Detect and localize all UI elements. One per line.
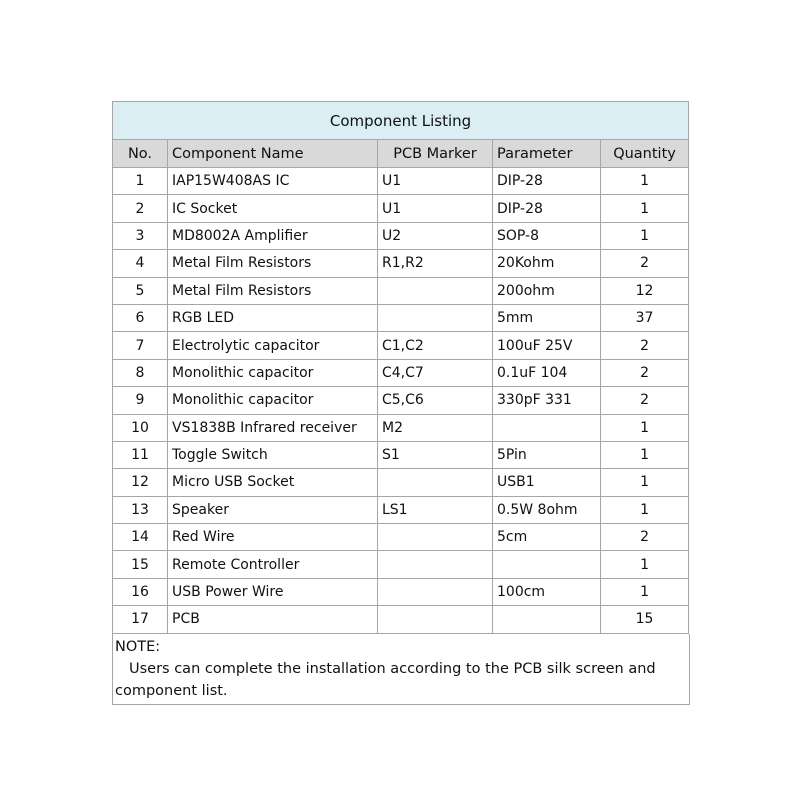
- cell-parameter: 5cm: [493, 524, 601, 551]
- cell-no: 5: [113, 277, 168, 304]
- cell-parameter: 0.5W 8ohm: [493, 496, 601, 523]
- cell-component-name: Metal Film Resistors: [168, 277, 378, 304]
- cell-pcb-marker: [378, 277, 493, 304]
- cell-component-name: Toggle Switch: [168, 441, 378, 468]
- cell-quantity: 1: [601, 551, 689, 578]
- table-row: [113, 387, 689, 414]
- cell-pcb-marker: LS1: [378, 496, 493, 523]
- cell-pcb-marker: [378, 469, 493, 496]
- table-row: [113, 250, 689, 277]
- cell-quantity: 37: [601, 304, 689, 331]
- cell-parameter: 0.1uF 104: [493, 359, 601, 386]
- column-header-quantity: Quantity: [601, 140, 689, 168]
- cell-no: 14: [113, 524, 168, 551]
- title-row: [113, 102, 689, 140]
- cell-component-name: Micro USB Socket: [168, 469, 378, 496]
- cell-no: 9: [113, 387, 168, 414]
- cell-quantity: 2: [601, 524, 689, 551]
- column-header-no: No.: [113, 140, 168, 168]
- cell-parameter: [493, 551, 601, 578]
- table-row: [113, 551, 689, 578]
- table-row: [113, 195, 689, 222]
- cell-component-name: PCB: [168, 606, 378, 633]
- table-row: [113, 168, 689, 195]
- column-header-parameter: Parameter: [493, 140, 601, 168]
- cell-pcb-marker: C1,C2: [378, 332, 493, 359]
- table-row: [113, 414, 689, 441]
- cell-no: 11: [113, 441, 168, 468]
- cell-quantity: 1: [601, 222, 689, 249]
- cell-pcb-marker: [378, 304, 493, 331]
- table-row: [113, 359, 689, 386]
- cell-no: 3: [113, 222, 168, 249]
- cell-component-name: Monolithic capacitor: [168, 359, 378, 386]
- cell-component-name: Speaker: [168, 496, 378, 523]
- cell-parameter: 5mm: [493, 304, 601, 331]
- cell-no: 10: [113, 414, 168, 441]
- cell-no: 12: [113, 469, 168, 496]
- cell-parameter: DIP-28: [493, 168, 601, 195]
- cell-pcb-marker: R1,R2: [378, 250, 493, 277]
- cell-quantity: 1: [601, 578, 689, 605]
- cell-no: 4: [113, 250, 168, 277]
- cell-quantity: 1: [601, 441, 689, 468]
- cell-parameter: USB1: [493, 469, 601, 496]
- cell-parameter: 330pF 331: [493, 387, 601, 414]
- cell-quantity: 1: [601, 469, 689, 496]
- cell-quantity: 2: [601, 359, 689, 386]
- cell-parameter: [493, 606, 601, 633]
- cell-pcb-marker: [378, 551, 493, 578]
- note-text: Users can complete the installation according to the PCB silk screen and component list.: [115, 660, 656, 699]
- table-row: [113, 304, 689, 331]
- cell-quantity: 2: [601, 332, 689, 359]
- cell-component-name: MD8002A Amplifier: [168, 222, 378, 249]
- cell-parameter: [493, 414, 601, 441]
- cell-parameter: 100cm: [493, 578, 601, 605]
- header-row: [113, 140, 689, 168]
- cell-pcb-marker: U1: [378, 168, 493, 195]
- cell-component-name: Remote Controller: [168, 551, 378, 578]
- cell-no: 7: [113, 332, 168, 359]
- component-table: [112, 101, 689, 634]
- note-label: NOTE:: [115, 638, 161, 655]
- table-row: [113, 578, 689, 605]
- cell-parameter: 200ohm: [493, 277, 601, 304]
- table-row: [113, 277, 689, 304]
- column-header-component-name: Component Name: [168, 140, 378, 168]
- cell-pcb-marker: C5,C6: [378, 387, 493, 414]
- cell-no: 8: [113, 359, 168, 386]
- cell-quantity: 12: [601, 277, 689, 304]
- note-box: [112, 634, 690, 705]
- cell-pcb-marker: M2: [378, 414, 493, 441]
- column-header-pcb-marker: PCB Marker: [378, 140, 493, 168]
- cell-pcb-marker: [378, 578, 493, 605]
- cell-no: 1: [113, 168, 168, 195]
- cell-component-name: Metal Film Resistors: [168, 250, 378, 277]
- cell-component-name: Red Wire: [168, 524, 378, 551]
- cell-no: 16: [113, 578, 168, 605]
- cell-component-name: Electrolytic capacitor: [168, 332, 378, 359]
- cell-parameter: SOP-8: [493, 222, 601, 249]
- cell-quantity: 1: [601, 168, 689, 195]
- cell-pcb-marker: [378, 524, 493, 551]
- cell-pcb-marker: U2: [378, 222, 493, 249]
- cell-parameter: 5Pin: [493, 441, 601, 468]
- cell-quantity: 15: [601, 606, 689, 633]
- cell-parameter: 20Kohm: [493, 250, 601, 277]
- table-row: [113, 222, 689, 249]
- cell-pcb-marker: U1: [378, 195, 493, 222]
- cell-parameter: DIP-28: [493, 195, 601, 222]
- cell-quantity: 1: [601, 414, 689, 441]
- cell-parameter: 100uF 25V: [493, 332, 601, 359]
- cell-quantity: 1: [601, 496, 689, 523]
- table-row: [113, 469, 689, 496]
- table-row: [113, 441, 689, 468]
- cell-component-name: Monolithic capacitor: [168, 387, 378, 414]
- table-row: [113, 524, 689, 551]
- cell-no: 17: [113, 606, 168, 633]
- cell-pcb-marker: C4,C7: [378, 359, 493, 386]
- cell-no: 15: [113, 551, 168, 578]
- cell-component-name: VS1838B Infrared receiver: [168, 414, 378, 441]
- table-row: [113, 606, 689, 633]
- cell-no: 6: [113, 304, 168, 331]
- table-row: [113, 496, 689, 523]
- cell-component-name: RGB LED: [168, 304, 378, 331]
- cell-component-name: USB Power Wire: [168, 578, 378, 605]
- cell-quantity: 1: [601, 195, 689, 222]
- cell-component-name: IC Socket: [168, 195, 378, 222]
- table-row: [113, 332, 689, 359]
- cell-pcb-marker: S1: [378, 441, 493, 468]
- cell-pcb-marker: [378, 606, 493, 633]
- table-title: Component Listing: [113, 102, 689, 140]
- cell-component-name: IAP15W408AS IC: [168, 168, 378, 195]
- component-listing-sheet: [112, 101, 688, 705]
- cell-no: 13: [113, 496, 168, 523]
- cell-quantity: 2: [601, 387, 689, 414]
- cell-quantity: 2: [601, 250, 689, 277]
- cell-no: 2: [113, 195, 168, 222]
